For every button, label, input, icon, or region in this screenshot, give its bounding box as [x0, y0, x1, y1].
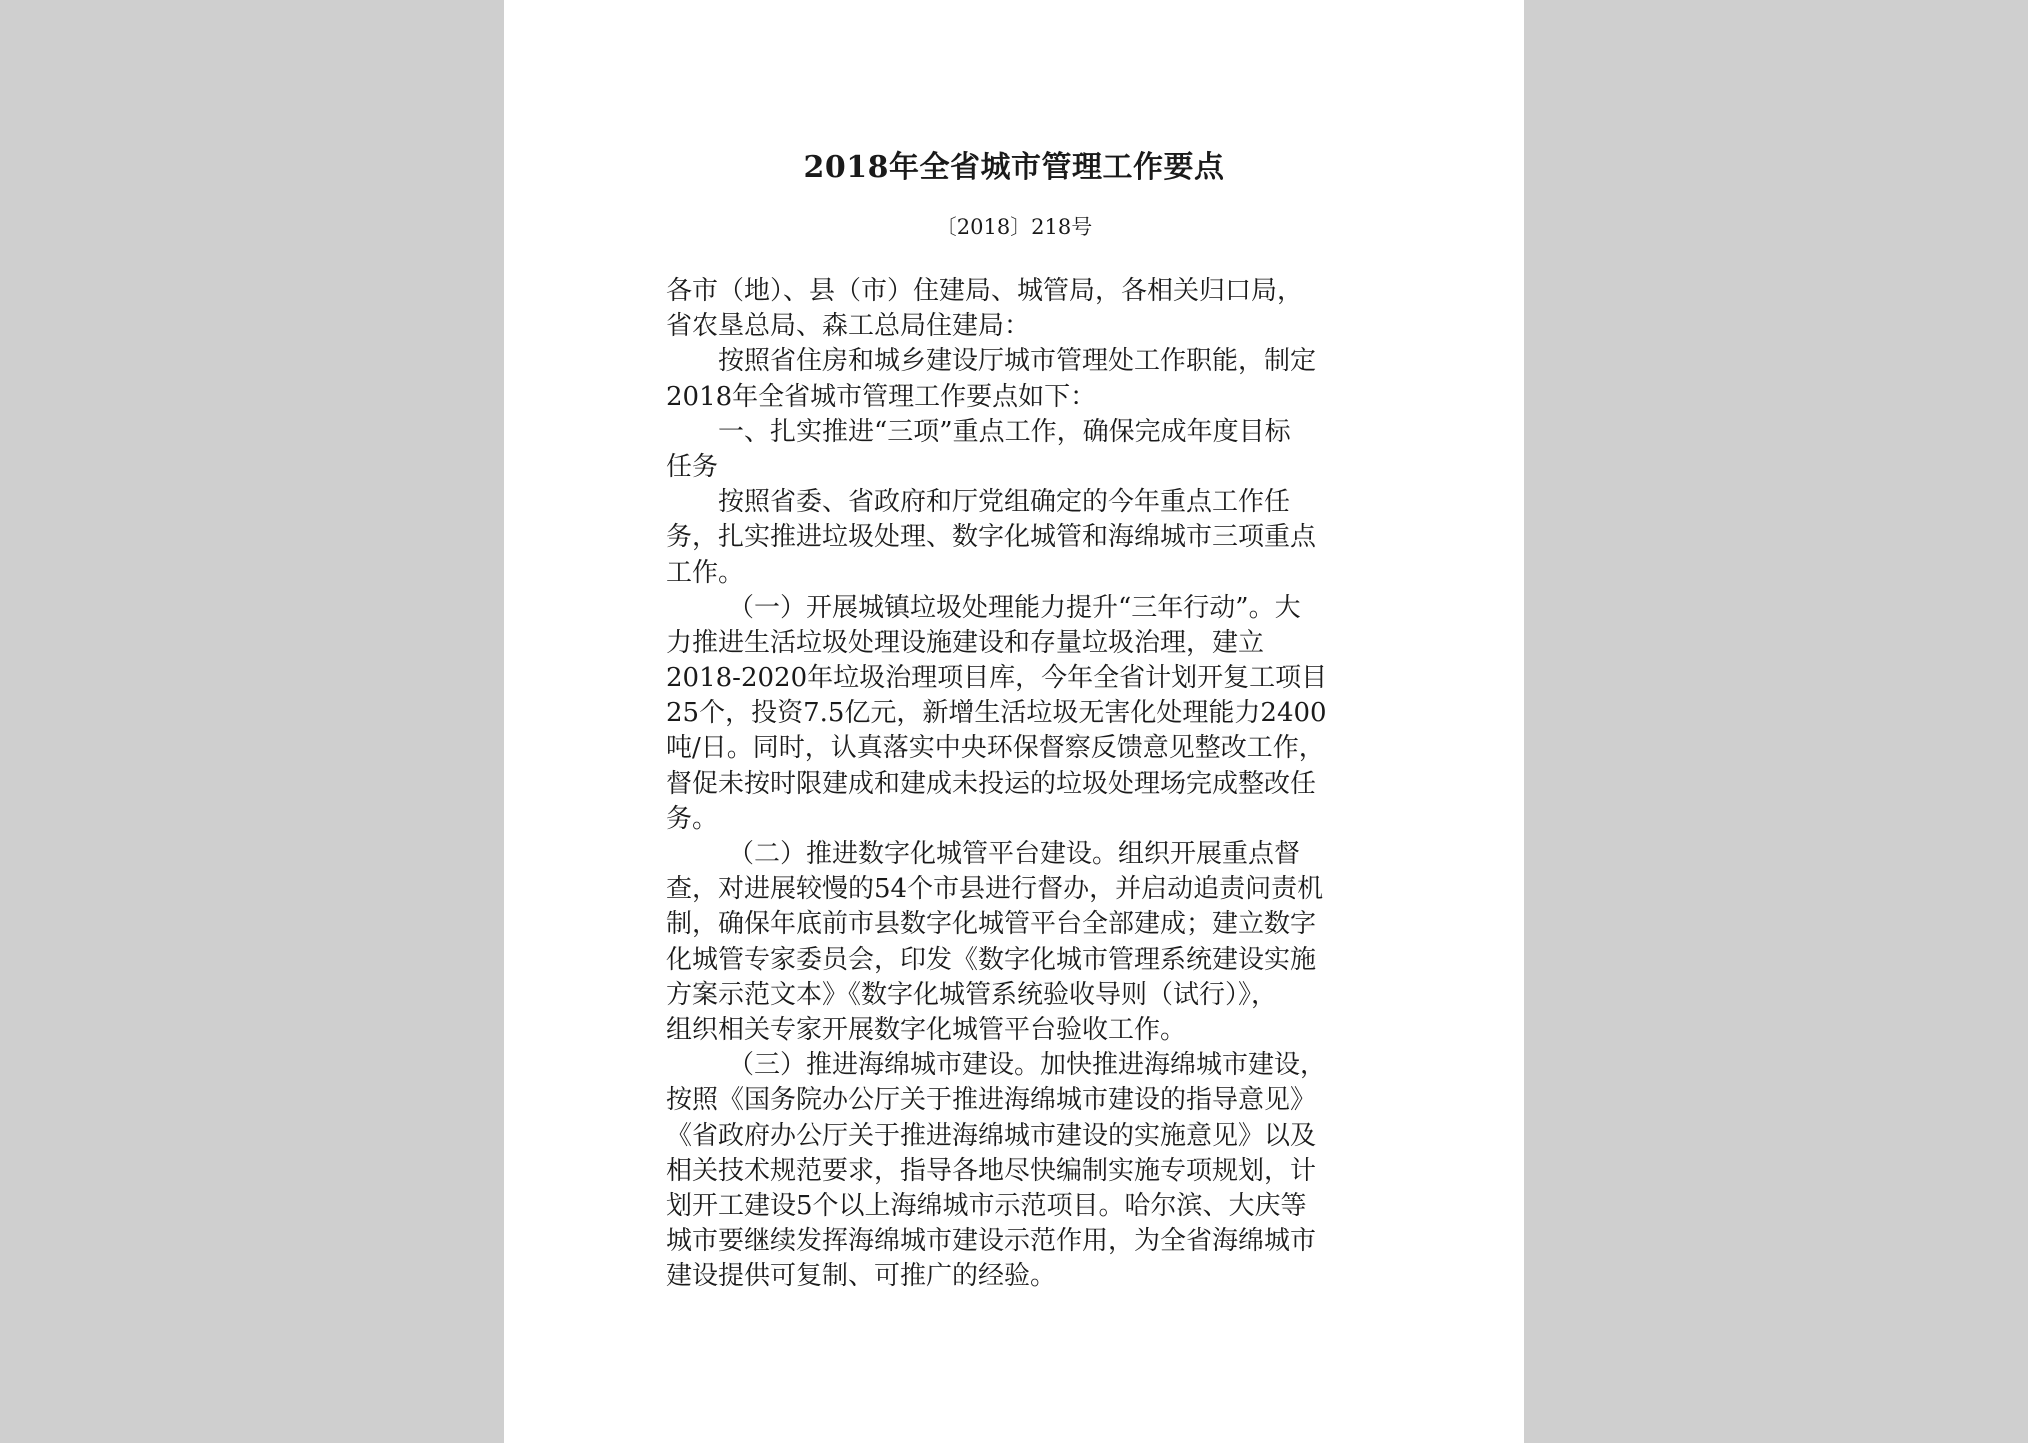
body-line: 划开工建设5个以上海绵城市示范项目。哈尔滨、大庆等	[666, 1190, 1307, 1221]
body-line: 25个，投资7.5亿元，新增生活垃圾无害化处理能力2400	[666, 698, 1327, 729]
document-number: 〔2018〕218号	[935, 215, 1093, 239]
body-line: （一）开展城镇垃圾处理能力提升“三年行动”。大	[728, 592, 1301, 623]
body-line: （三）推进海绵城市建设。加快推进海绵城市建设，	[728, 1050, 1327, 1081]
document-body	[666, 274, 1376, 1294]
body-line: 化城管专家委员会，印发《数字化城市管理系统建设实施	[666, 944, 1317, 975]
body-line: 力推进生活垃圾处理设施建设和存量垃圾治理，建立	[666, 627, 1265, 658]
body-line: 各市（地）、县（市）住建局、城管局，各相关归口局，	[666, 276, 1304, 306]
document-page	[504, 0, 1524, 1443]
body-line: 省农垦总局、森工总局住建局：	[666, 311, 1031, 342]
body-line: 制，确保年底前市县数字化城管平台全部建成；建立数字	[666, 909, 1317, 940]
body-line: 相关技术规范要求，指导各地尽快编制实施专项规划，计	[666, 1155, 1317, 1186]
body-line: （二）推进数字化城管平台建设。组织开展重点督	[728, 839, 1301, 869]
body-line: 2018-2020年垃圾治理项目库，今年全省计划开复工项目	[666, 663, 1328, 694]
body-line: 按照省委、省政府和厅党组确定的今年重点工作任	[718, 487, 1291, 518]
body-line: 《省政府办公厅关于推进海绵城市建设的实施意见》以及	[666, 1120, 1317, 1151]
body-line: 工作。	[666, 557, 745, 588]
body-line: 务。	[666, 803, 719, 834]
body-line: 建设提供可复制、可推广的经验。	[666, 1261, 1057, 1292]
body-line: 查，对进展较慢的54个市县进行督办，并启动追责问责机	[666, 874, 1324, 905]
body-line: 务，扎实推进垃圾处理、数字化城管和海绵城市三项重点	[666, 522, 1317, 553]
body-line: 按照《国务院办公厅关于推进海绵城市建设的指导意见》	[666, 1085, 1317, 1116]
body-line: 2018年全省城市管理工作要点如下：	[666, 381, 1097, 412]
body-line: 吨/日。同时，认真落实中央环保督察反馈意见整改工作，	[666, 733, 1325, 764]
body-line: 一、扎实推进“三项”重点工作，确保完成年度目标	[718, 416, 1291, 447]
document-title: 2018年全省城市管理工作要点	[803, 150, 1225, 185]
body-line: 组织相关专家开展数字化城管平台验收工作。	[666, 1014, 1187, 1045]
body-line: 城市要继续发挥海绵城市建设示范作用，为全省海绵城市	[666, 1226, 1317, 1257]
body-line: 方案示范文本》《数字化城管系统验收导则（试行）》，	[666, 979, 1278, 1010]
body-line: 任务	[666, 451, 719, 482]
body-line: 督促未按时限建成和建成未投运的垃圾处理场完成整改任	[666, 768, 1317, 799]
body-line: 按照省住房和城乡建设厅城市管理处工作职能，制定	[718, 346, 1317, 377]
